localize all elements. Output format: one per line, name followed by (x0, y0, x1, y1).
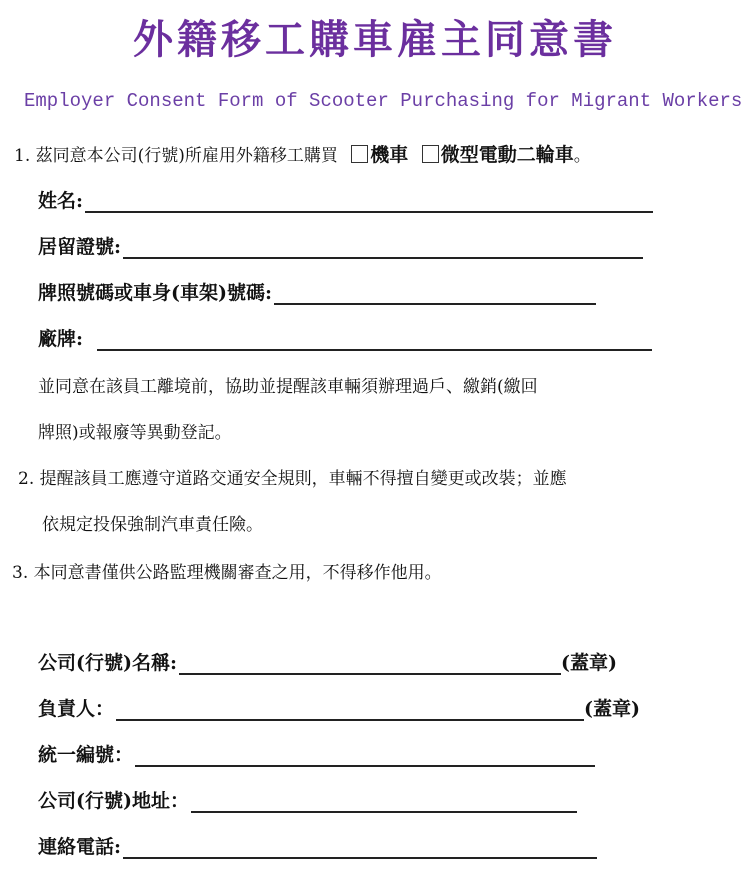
company-name-field[interactable] (38, 648, 617, 675)
company-seal-label: (蓋章) (561, 652, 617, 674)
item-3: 3. 本同意書僅供公路監理機關審查之用，不得移作他用。 (12, 563, 442, 583)
residence-permit-field[interactable] (38, 232, 643, 259)
responsible-person-input-line[interactable] (116, 699, 584, 721)
tax-id-field[interactable] (38, 740, 595, 767)
item-1 (14, 140, 591, 167)
item-1-note-line1: 並同意在該員工離境前，協助並提醒該車輛須辦理過戶、繳銷(繳回 (38, 377, 538, 397)
item-1-note-line2: 牌照)或報廢等異動登記。 (38, 423, 232, 443)
item-1-text: 1. 茲同意本公司(行號)所雇用外籍移工購買 (14, 146, 338, 166)
tax-id-label: 統一編號： (38, 744, 134, 766)
name-label: 姓名: (38, 190, 84, 212)
company-name-label: 公司(行號)名稱: (38, 652, 177, 674)
micro-ev-checkbox[interactable] (422, 145, 439, 163)
form-title: 外籍移工購車雇主同意書 (133, 16, 617, 63)
name-field[interactable] (38, 186, 653, 213)
scooter-checkbox[interactable] (351, 145, 368, 163)
phone-label: 連絡電話: (38, 836, 122, 858)
company-address-input-line[interactable] (191, 791, 577, 813)
phone-input-line[interactable] (123, 837, 597, 859)
period: 。 (573, 146, 591, 166)
plate-number-field[interactable] (38, 278, 596, 305)
plate-number-input-line[interactable] (274, 283, 596, 305)
item-2-line2: 依規定投保強制汽車責任險。 (42, 515, 263, 535)
tax-id-input-line[interactable] (135, 745, 595, 767)
name-input-line[interactable] (85, 191, 653, 213)
form-subtitle: Employer Consent Form of Scooter Purchasing for Migrant Workers (24, 90, 743, 112)
scooter-option-label: 機車 (370, 144, 409, 166)
responsible-person-seal-label: (蓋章) (584, 698, 640, 720)
responsible-person-label: 負責人： (38, 698, 115, 720)
plate-number-label: 牌照號碼或車身(車架)號碼: (38, 282, 272, 304)
brand-label: 廠牌: (38, 328, 84, 350)
micro-ev-option-label: 微型電動二輪車 (440, 144, 574, 166)
company-name-input-line[interactable] (179, 653, 561, 675)
item-2-line1: 2. 提醒該員工應遵守道路交通安全規則，車輛不得擅自變更或改裝；並應 (18, 469, 567, 489)
company-address-label: 公司(行號)地址： (38, 790, 189, 812)
brand-field[interactable] (38, 324, 652, 351)
brand-input-line[interactable] (97, 329, 652, 351)
phone-field[interactable] (38, 832, 597, 859)
residence-permit-label: 居留證號: (38, 236, 122, 258)
responsible-person-field[interactable] (38, 694, 640, 721)
residence-permit-input-line[interactable] (123, 237, 643, 259)
company-address-field[interactable] (38, 786, 577, 813)
